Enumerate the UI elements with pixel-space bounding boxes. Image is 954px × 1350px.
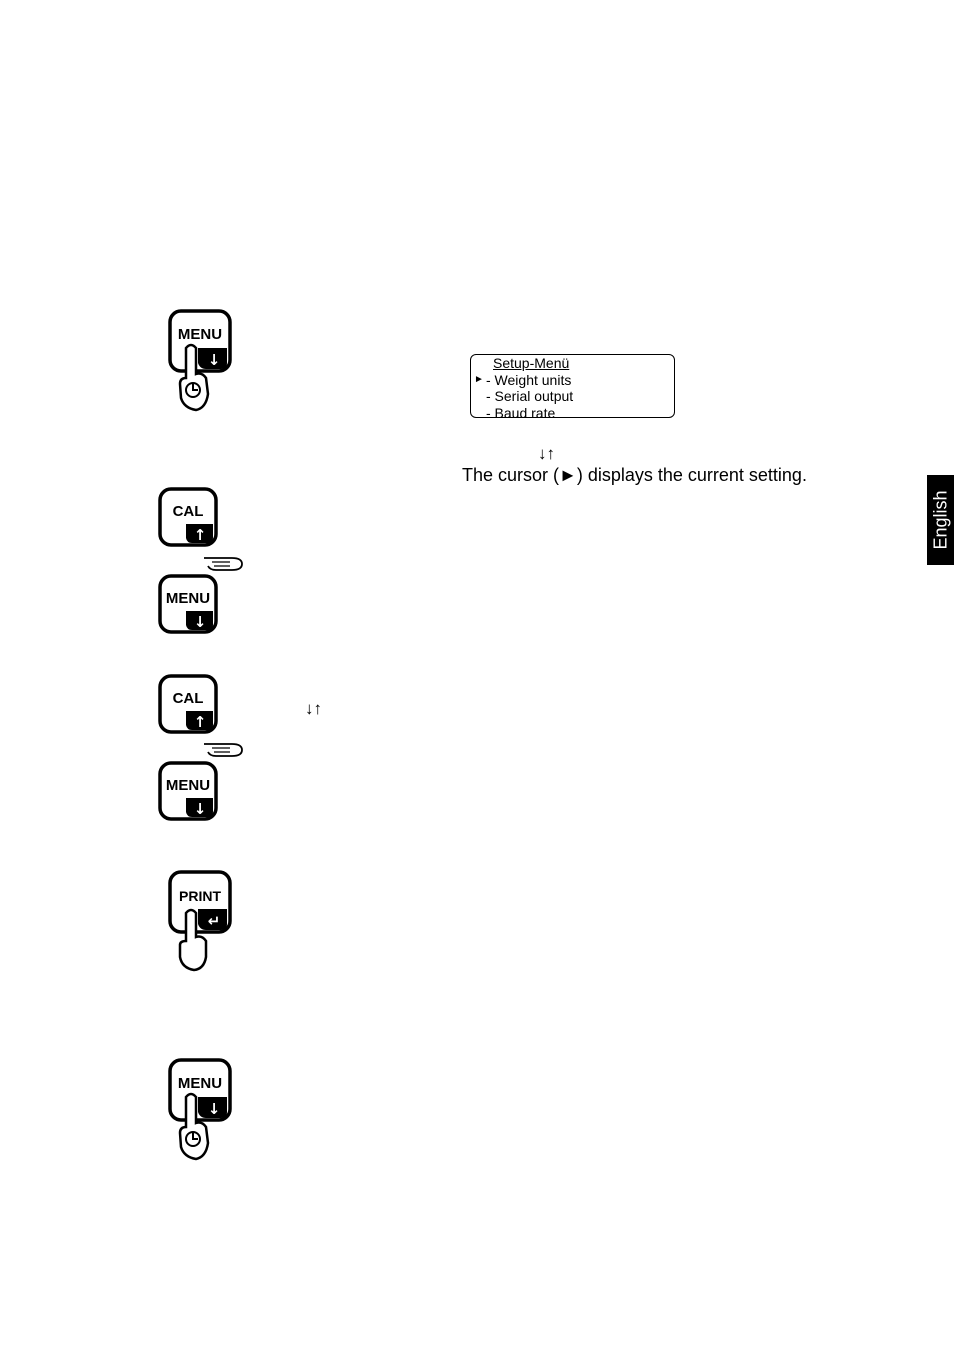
cursor-icon: ► bbox=[474, 373, 484, 385]
up-arrow-icon: ↑ bbox=[193, 526, 207, 544]
cursor-note: The cursor (►) displays the current setting. bbox=[462, 465, 807, 485]
menu-key-label: MENU bbox=[165, 777, 211, 794]
display-title: Setup-Menü bbox=[493, 355, 570, 371]
print-key bbox=[166, 869, 236, 973]
display-item-serial-output: - Serial output bbox=[486, 388, 574, 404]
menu-key-label: MENU bbox=[177, 1075, 223, 1092]
down-arrow-icon: ↓ bbox=[207, 1100, 221, 1118]
cal-key-1 bbox=[156, 486, 222, 550]
down-arrow-icon: ↓ bbox=[207, 351, 221, 369]
up-down-arrows-icon: ↓↑ bbox=[305, 699, 322, 718]
print-key-label: PRINT bbox=[179, 888, 221, 904]
side-tab-label: English bbox=[930, 490, 950, 550]
cal-key-label: CAL bbox=[172, 690, 204, 707]
language-side-tab bbox=[927, 475, 954, 565]
down-arrow-icon: ↓ bbox=[193, 613, 207, 631]
menu-key-label: MENU bbox=[177, 326, 223, 343]
display-item-weight-units: - Weight units bbox=[486, 371, 572, 388]
setup-menu-display bbox=[470, 354, 675, 421]
menu-key-hold-2 bbox=[166, 1057, 236, 1161]
cal-key-label: CAL bbox=[172, 503, 204, 520]
menu-key-1 bbox=[156, 573, 222, 637]
up-down-arrows-icon: ↓↑ bbox=[538, 444, 555, 463]
up-arrow-icon: ↑ bbox=[193, 713, 207, 731]
menu-key-2 bbox=[156, 760, 222, 824]
display-item-baud-rate: - Baud rate bbox=[486, 404, 556, 421]
cal-key-2 bbox=[156, 673, 222, 737]
menu-key-hold-1 bbox=[166, 308, 236, 412]
menu-key-label: MENU bbox=[165, 590, 211, 607]
enter-arrow-icon: ↵ bbox=[207, 912, 221, 930]
down-arrow-icon: ↓ bbox=[193, 800, 207, 818]
